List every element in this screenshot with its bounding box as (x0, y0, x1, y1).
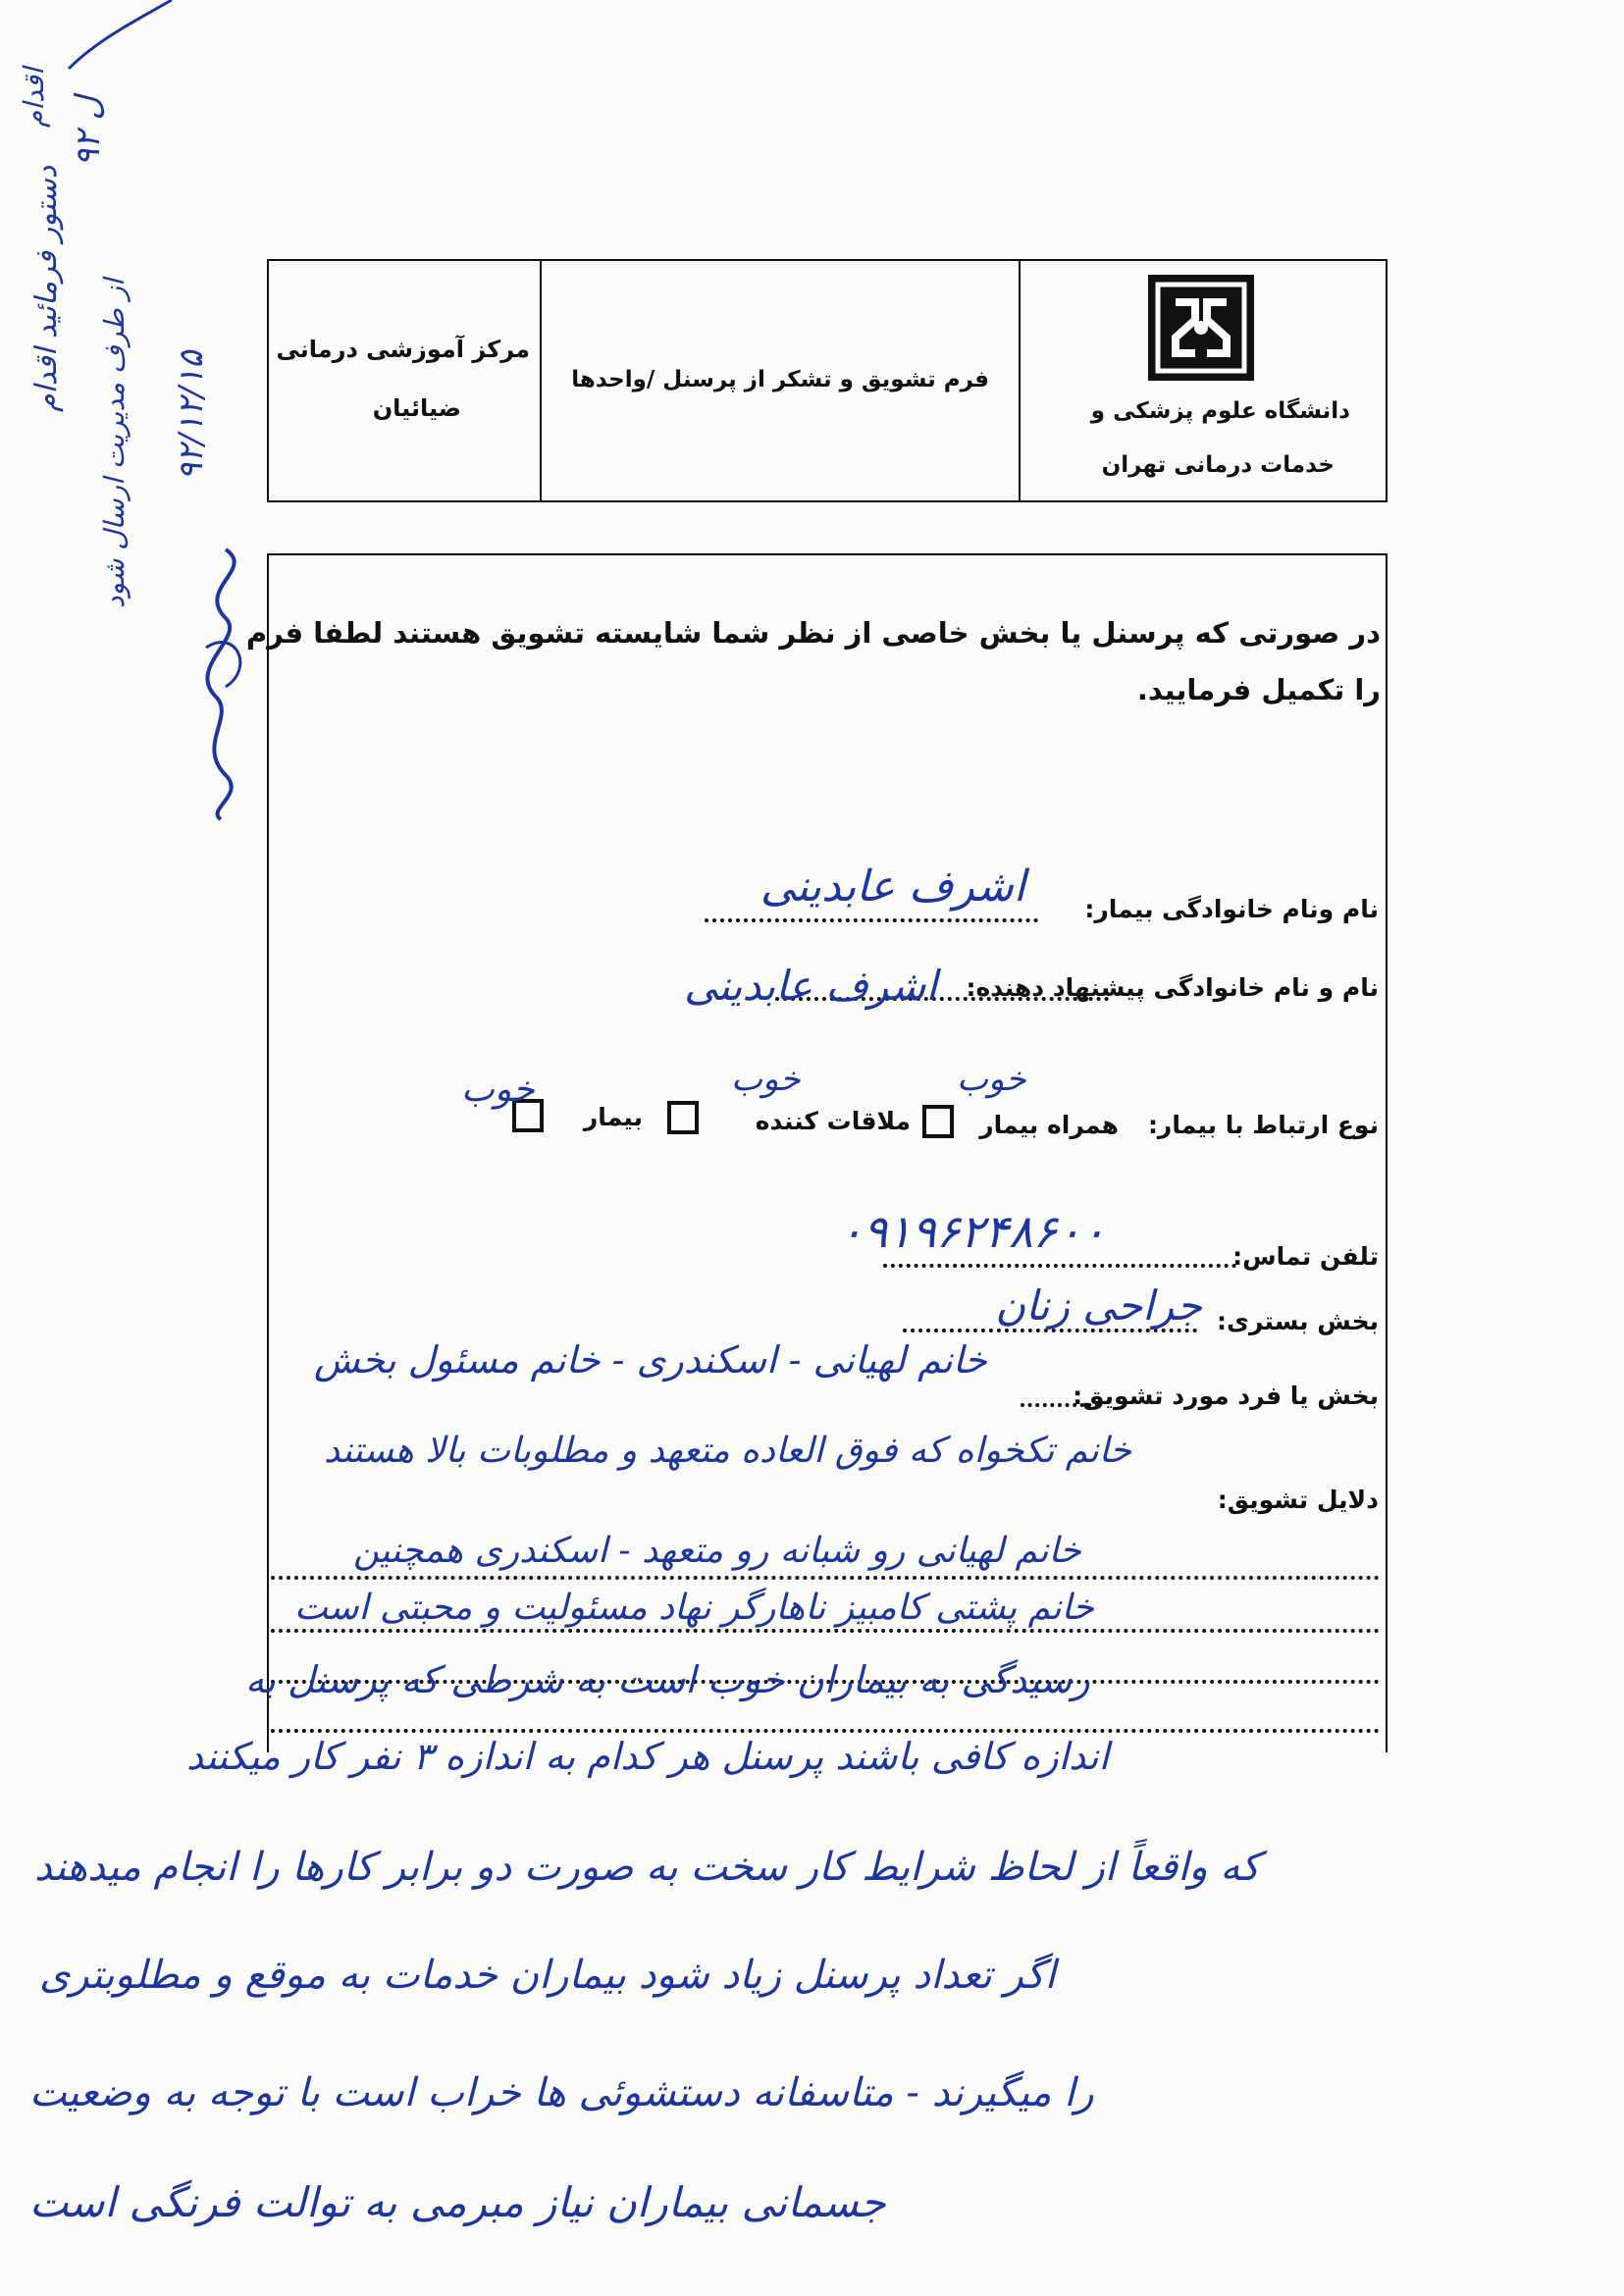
center-cell (269, 261, 540, 500)
center-name-line2: ضیائیان (372, 394, 461, 422)
reasons-handwritten-line3: خانم پشتی کامبیز ناهارگر نهاد مسئولیت و محبتی است (294, 1588, 1094, 1628)
suggester-name-value[interactable]: اشرف عابدینی (684, 962, 937, 1010)
reasons-label: دلایل تشویق: (1217, 1486, 1379, 1514)
relation-option-visitor: ملاقات کننده (755, 1107, 911, 1135)
reason-line-1 (271, 1576, 1380, 1580)
praised-dots (1021, 1403, 1099, 1407)
praised-value[interactable]: خانم لهیانی - اسکندری - خانم مسئول بخش (314, 1338, 987, 1382)
margin-note-3: دستور فرمائید اقدام (29, 165, 64, 412)
relation-label: نوع ارتباط با بیمار: (1147, 1111, 1379, 1139)
center-name-line1: مرکز آموزشی درمانی (276, 336, 530, 363)
margin-note-2: ل ۹۲ (69, 95, 108, 167)
relation-option-companion: همراه بیمار (979, 1111, 1119, 1139)
margin-stroke (59, 0, 177, 78)
reasons-handwritten-line2: خانم لهیانی رو شبانه رو متعهد - اسکندری همچنین (353, 1531, 1081, 1571)
ward-value[interactable]: جراحی زنان (995, 1281, 1202, 1330)
patient-name-dots (705, 918, 1038, 922)
patient-name-value[interactable]: اشرف عابدینی (760, 861, 1025, 912)
body-handwritten-line9: جسمانی بیماران نیاز مبرمی به توالت فرنگی است (29, 2178, 886, 2226)
form-title: فرم تشویق و تشکر از پرسنل /واحدها (571, 367, 989, 392)
reasons-handwritten-line5: اندازه کافی باشند پرسنل هر کدام به اندازه ۳ نفر کار میکنند (186, 1735, 1110, 1778)
intro-line2: را تکمیل فرمایید. (1136, 673, 1381, 706)
margin-note-1: اقدام (18, 68, 50, 128)
phone-label: تلفن تماس: (1232, 1242, 1379, 1271)
phone-dots (883, 1264, 1236, 1268)
relation-option-patient: بیمار (583, 1103, 643, 1131)
university-logo-icon (1146, 273, 1256, 383)
patient-name-label: نام ونام خانوادگی بیمار: (1084, 895, 1379, 923)
university-name-line2: خدمات درمانی تهران (1101, 452, 1335, 478)
relation-note-1: خوب (957, 1060, 1026, 1099)
reasons-handwritten-line1: خانم تکخواه که فوق العاده متعهد و مطلوبات بالا هستند (324, 1431, 1132, 1471)
ward-label: بخش بستری: (1217, 1307, 1379, 1335)
phone-value[interactable]: ۰۹۱۹۶۲۴۸۶۰۰ (839, 1205, 1106, 1258)
body-handwritten-line6: که واقعاً از لحاظ شرایط کار سخت به صورت دو برابر کارها را انجام میدهند (34, 1845, 1260, 1890)
university-name-line1: دانشگاه علوم پزشکی و (1090, 398, 1350, 424)
university-cell (1021, 261, 1386, 500)
reasons-handwritten-line4: رسیدگی به بیماران خوب است به شرطی که پرسنل به (245, 1658, 1090, 1701)
margin-note-4: از طرف مدیریت ارسال شود (98, 279, 131, 608)
relation-checkbox-visitor[interactable] (667, 1101, 699, 1134)
reason-line-4 (271, 1729, 1380, 1733)
relation-note-3: خوب (461, 1070, 535, 1110)
praised-label: بخش یا فرد مورد تشویق: (1073, 1382, 1379, 1410)
relation-note-2: خوب (731, 1060, 801, 1099)
signature-mark (167, 530, 275, 824)
margin-note-5: ۹۲/۱۲/۱۵ (172, 350, 211, 481)
suggester-name-label: نام و نام خانوادگی پیشنهاد دهنده: (966, 973, 1379, 1002)
header-table (267, 259, 1388, 502)
relation-checkbox-companion[interactable] (922, 1105, 954, 1138)
reason-line-2 (271, 1629, 1380, 1633)
body-handwritten-line7: اگر تعداد پرسنل زیاد شود بیماران خدمات به موقع و مطلوبتری (39, 1953, 1056, 1998)
form-box (267, 553, 1388, 1752)
body-handwritten-line8: را میگیرند - متاسفانه دستشوئی ها خراب است با توجه به وضعیت (29, 2070, 1094, 2115)
form-title-cell (540, 261, 1021, 500)
intro-line1: در صورتی که پرسنل یا بخش خاصی از نظر شما شایسته تشویق هستند لطفا فرم (245, 616, 1381, 650)
